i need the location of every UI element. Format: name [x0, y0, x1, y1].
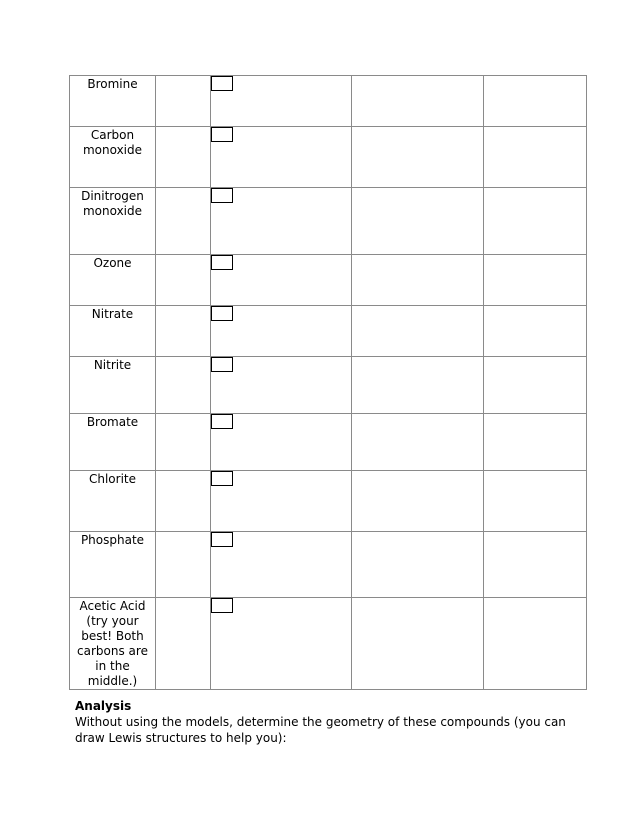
table-row [70, 76, 587, 127]
compound-name-cell [70, 127, 156, 188]
blank-cell[interactable] [156, 188, 211, 255]
answer-cell[interactable] [352, 532, 484, 598]
answer-cell[interactable] [211, 76, 352, 127]
compound-name-cell [70, 532, 156, 598]
answer-cell[interactable] [352, 306, 484, 357]
analysis-heading: Analysis [75, 699, 132, 713]
compound-name: Dinitrogen monoxide [81, 189, 144, 218]
table-row [70, 357, 587, 414]
answer-cell[interactable] [352, 188, 484, 255]
checkbox-square[interactable] [211, 76, 233, 91]
blank-cell[interactable] [156, 357, 211, 414]
blank-cell[interactable] [156, 414, 211, 471]
answer-cell[interactable] [484, 76, 587, 127]
table-row [70, 471, 587, 532]
answer-cell[interactable] [211, 357, 352, 414]
compound-name-cell [70, 255, 156, 306]
answer-cell[interactable] [484, 598, 587, 690]
answer-cell[interactable] [211, 255, 352, 306]
compound-name: Ozone [93, 256, 132, 270]
compound-name-cell [70, 414, 156, 471]
table-row [70, 188, 587, 255]
compound-name-cell [70, 357, 156, 414]
answer-cell[interactable] [211, 471, 352, 532]
answer-cell[interactable] [211, 306, 352, 357]
answer-cell[interactable] [484, 306, 587, 357]
blank-cell[interactable] [156, 598, 211, 690]
answer-cell[interactable] [211, 414, 352, 471]
compound-name-cell [70, 306, 156, 357]
compound-name-cell [70, 598, 156, 690]
answer-cell[interactable] [484, 357, 587, 414]
compound-name: Bromate [86, 415, 139, 429]
blank-cell[interactable] [156, 471, 211, 532]
analysis-instructions: Without using the models, determine the geometry of these compounds (you can draw Lewis structures to help you): [75, 715, 566, 745]
checkbox-square[interactable] [211, 532, 233, 547]
table-row [70, 532, 587, 598]
answer-cell[interactable] [352, 414, 484, 471]
compound-name: Carbon monoxide [82, 128, 143, 157]
answer-cell[interactable] [484, 532, 587, 598]
answer-cell[interactable] [211, 127, 352, 188]
answer-cell[interactable] [211, 598, 352, 690]
answer-cell[interactable] [211, 188, 352, 255]
checkbox-square[interactable] [211, 414, 233, 429]
checkbox-square[interactable] [211, 188, 233, 203]
answer-cell[interactable] [352, 471, 484, 532]
compound-name: Acetic Acid (try your best! Both carbons are in the middle.) [77, 599, 148, 688]
compound-name: Bromine [87, 77, 138, 91]
answer-cell[interactable] [484, 255, 587, 306]
answer-cell[interactable] [352, 357, 484, 414]
blank-cell[interactable] [156, 255, 211, 306]
table-row [70, 598, 587, 690]
answer-cell[interactable] [484, 414, 587, 471]
answer-cell[interactable] [484, 188, 587, 255]
blank-cell[interactable] [156, 127, 211, 188]
compound-name-cell [70, 188, 156, 255]
checkbox-square[interactable] [211, 357, 233, 372]
answer-cell[interactable] [484, 127, 587, 188]
compound-name: Nitrite [93, 358, 132, 372]
compound-table-body [70, 76, 587, 690]
compound-name: Nitrate [91, 307, 134, 321]
blank-cell[interactable] [156, 76, 211, 127]
compound-name-cell [70, 76, 156, 127]
compound-name: Chlorite [88, 472, 136, 486]
checkbox-square[interactable] [211, 127, 233, 142]
compound-name-cell [70, 471, 156, 532]
table-row [70, 414, 587, 471]
answer-cell[interactable] [352, 255, 484, 306]
table-row [70, 306, 587, 357]
blank-cell[interactable] [156, 306, 211, 357]
answer-cell[interactable] [211, 532, 352, 598]
checkbox-square[interactable] [211, 598, 233, 613]
table-row [70, 127, 587, 188]
answer-cell[interactable] [484, 471, 587, 532]
table-row [70, 255, 587, 306]
answer-cell[interactable] [352, 76, 484, 127]
answer-cell[interactable] [352, 598, 484, 690]
checkbox-square[interactable] [211, 255, 233, 270]
compound-name: Phosphate [80, 533, 145, 547]
checkbox-square[interactable] [211, 306, 233, 321]
analysis-section [75, 698, 575, 746]
compound-table [69, 75, 587, 690]
answer-cell[interactable] [352, 127, 484, 188]
checkbox-square[interactable] [211, 471, 233, 486]
blank-cell[interactable] [156, 532, 211, 598]
